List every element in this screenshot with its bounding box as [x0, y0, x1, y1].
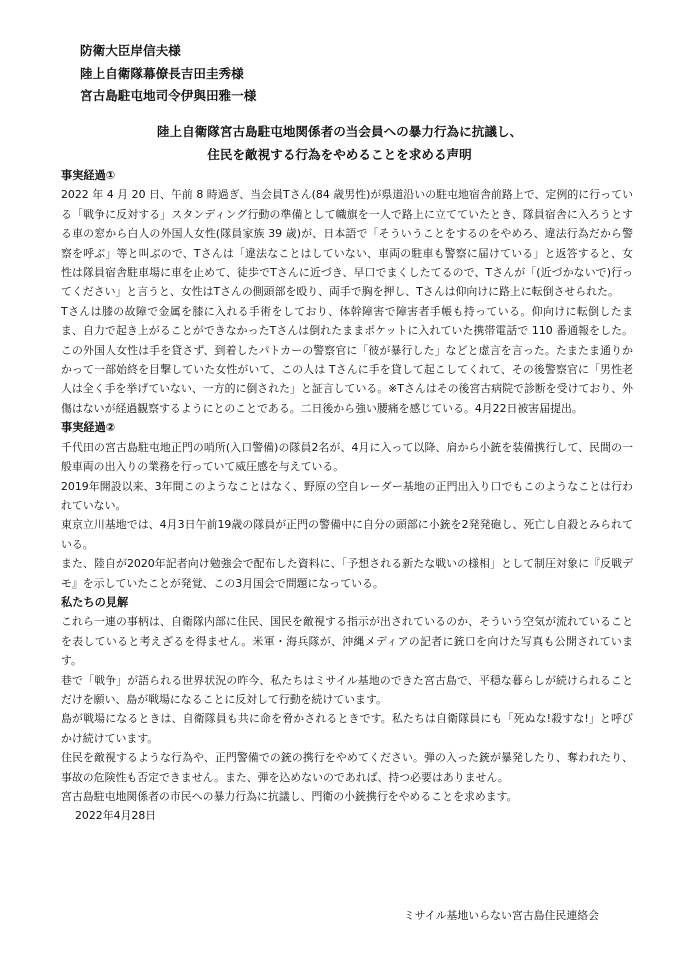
paragraph: 住民を敵視するような行為や、正門警備での銃の携行をやめてください。弾の入った銃が暴発したり、奪われたり、事故の危険性も否定できません。また、弾を込めないのであれば、持つ必要はありません。 — [61, 751, 633, 784]
statement-date: 2022年4月28日 — [75, 809, 157, 823]
statement-title-line-2: 住民を敵視する行為をやめることを求める声明 — [207, 147, 472, 162]
statement-title-line-1: 陸上自衛隊宮古島駐屯地関係者の当会員への暴力行為に抗議し、 — [156, 124, 523, 139]
section-heading-facts-2: 事実経過② — [61, 421, 116, 435]
paragraph: Tさんは膝の故障で金属を膝に入れる手術をしており、体幹障害で障害者手帳も持っている。仰向けに転倒したまま、自力で起き上がることができなかったTさんは倒れたままポケットに入れていた携帯電話で 110 番通報をした。この外国人女性は手を貸さず、到着したパトカーの警察官に「彼が暴行した」などと虚言を言った。たまたま通りかかって一部始終を目撃していた女性がいて、この人は Tさんに手を貸して起こしてくれて、その後警察官に「男性老人は全く手を挙げていない、一方的に倒された」と証言している。※Tさんはその後宮古病院で診断を受けており、外傷はないが経過観察するようにとのことである。二日後から強い腰痛を感じている。4月22日被害届提出。 — [61, 304, 633, 415]
paragraph: 2022 年 4 月 20 日、午前 8 時過ぎ、当会員Tさん(84 歳男性)が県道沿いの駐屯地宿舎前路上で、定例的に行っている「戦争に反対する」スタンディング行動の準備として幟旗を一人で路上に立てていたとき、隊員宿舎に入ろうとする車の窓から白人の外国人女性(隊員家族 39 歳)が、日本語で「そういうことをするのをやめろ、違法行為だから警察を呼ぶ」等と叫ぶので、Tさんは「違法なことはしていない、車両の駐車も警察に届けている」と返答すると、女性は隊員宿舎駐車場に車を止めて、徒歩でTさんに近づき、早口でまくしたてるので、Tさんが「(近づかないで)行ってください」と言うと、女性はTさんの側頭部を殴り、両手で胸を押し、Tさんは仰向けに路上に転倒させられた。 — [61, 188, 633, 299]
paragraph: 2019年開設以来、3年間このようなことはなく、野原の空自レーダー基地の正門出入り口でもこのようなことは行われていない。 — [61, 479, 633, 512]
paragraph: 巷で「戦争」が語られる世界状況の昨今、私たちはミサイル基地のできた宮古島で、平穏な暮らしが続けられることだけを願い、島が戦場になることに反対して行動を続けています。 — [61, 673, 633, 706]
section-heading-our-view: 私たちの見解 — [61, 595, 129, 609]
paragraph: 千代田の宮古島駐屯地正門の哨所(入口警備)の隊員2名が、4月に入って以降、肩から小銃を装備携行して、民間の一般車両の出入りの業務を行っていて威圧感を与えている。 — [61, 440, 633, 474]
addressee-base-commander: 宮古島駐屯地司令伊與田雅一様 — [80, 88, 257, 103]
addressee-defense-minister: 防衛大臣岸信夫様 — [80, 43, 181, 58]
paragraph: これら一連の事柄は、自衛隊内部に住民、国民を敵視する指示が出されているのか、そういう空気が流れていることを表していると考えざるを得ません。米軍・海兵隊が、沖縄メディアの記者に銃口を向けた写真も公開されています。 — [61, 615, 633, 668]
paragraph: また、陸自が2020年記者向け勉強会で配布した資料に、「予想される新たな戦いの様相」として制圧対象に『反戦デモ』を示していたことが発覚、この3月国会で問題になっている。 — [61, 557, 633, 590]
closing-demand: 宮古島駐屯地関係者の市民への暴力行為に抗議し、門衛の小銃携行をやめることを求めます。 — [61, 790, 518, 803]
signature-organization: ミサイル基地いらない宮古島住民連絡会 — [403, 909, 599, 922]
section-heading-facts-1: 事実経過① — [61, 169, 116, 182]
paragraph: 東京立川基地では、4月3日午前19歳の隊員が正門の警備中に自分の頭部に小銃を2発発砲し、死亡し自殺とみられている。 — [61, 518, 633, 551]
addressee-chief-of-staff: 陸上自衛隊幕僚長吉田圭秀様 — [80, 65, 244, 81]
paragraph: 島が戦場になるときは、自衛隊員も共に命を脅かされるときです。私たちは自衛隊員にも「死ぬな!殺すな!」と呼びかけ続けています。 — [61, 712, 633, 745]
statement-body — [61, 166, 633, 826]
addressee-block — [80, 40, 256, 108]
